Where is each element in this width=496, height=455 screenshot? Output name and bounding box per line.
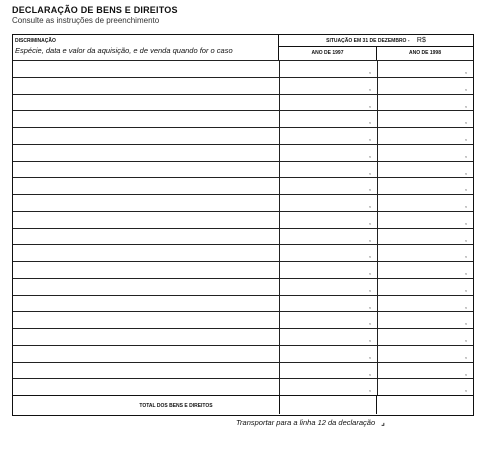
transfer-note-text: Transportar para a linha 12 da declaração [236, 418, 376, 427]
column-divider-2 [377, 60, 378, 395]
decimal-mark-1998: , [465, 386, 467, 394]
decimal-mark-1997: , [369, 336, 371, 343]
decimal-mark-1998: , [465, 101, 467, 109]
decimal-mark-1998: , [465, 151, 467, 159]
table-row[interactable] [13, 144, 473, 145]
decimal-mark-1997: , [369, 135, 371, 142]
table-row[interactable] [13, 228, 473, 229]
table-row[interactable] [13, 127, 473, 128]
decimal-mark-1998: , [465, 285, 467, 293]
table-row[interactable] [13, 194, 473, 195]
decimal-mark-1997: , [369, 168, 371, 176]
table-row[interactable] [13, 244, 473, 245]
situation-header [279, 35, 473, 47]
table-row[interactable] [13, 161, 473, 162]
table-row[interactable] [13, 311, 473, 312]
page-subtitle: Consulte as instruções de preenchimento [12, 16, 160, 25]
table-row[interactable] [13, 261, 473, 262]
year-1998-header: ANO DE 1998 [409, 50, 441, 56]
description-label: DISCRIMINAÇÃO [15, 38, 56, 44]
table-row[interactable] [13, 110, 473, 111]
decimal-mark-1997: , [369, 319, 371, 327]
table-row[interactable] [13, 295, 473, 296]
decimal-mark-1998: , [465, 218, 467, 226]
decimal-mark-1997: , [369, 118, 371, 126]
decimal-mark-1997: , [369, 185, 371, 193]
total-1997-field[interactable] [279, 396, 377, 414]
decimal-mark-1997: , [369, 218, 371, 226]
decimal-mark-1997: , [369, 84, 371, 92]
table-row[interactable] [13, 328, 473, 329]
description-instructions: Espécie, data e valor da aquisição, e de venda quando for o caso [15, 46, 233, 55]
total-row [13, 395, 473, 415]
currency-label: R$ [416, 37, 426, 44]
total-1998-field[interactable] [377, 396, 473, 414]
decimal-mark-1997: , [369, 252, 371, 260]
decimal-mark-1998: , [465, 135, 467, 142]
decimal-mark-1998: , [465, 84, 467, 92]
decimal-mark-1997: , [369, 235, 371, 243]
decimal-mark-1998: , [465, 68, 467, 75]
decimal-mark-1997: , [369, 202, 371, 209]
page-title: DECLARAÇÃO DE BENS E DIREITOS [12, 5, 178, 15]
decimal-mark-1997: , [369, 68, 371, 75]
table-row[interactable] [13, 177, 473, 178]
transfer-note [236, 418, 385, 427]
decimal-mark-1997: , [369, 101, 371, 109]
decimal-mark-1998: , [465, 235, 467, 243]
table-row[interactable] [13, 345, 473, 346]
decimal-mark-1997: , [369, 369, 371, 377]
decimal-mark-1997: , [369, 151, 371, 159]
table-row[interactable] [13, 362, 473, 363]
decimal-mark-1998: , [465, 252, 467, 260]
decimal-mark-1997: , [369, 269, 371, 276]
decimal-mark-1998: , [465, 352, 467, 360]
year-1997-header: ANO DE 1997 [279, 47, 377, 60]
decimal-mark-1997: , [369, 352, 371, 360]
table-row[interactable] [13, 60, 473, 61]
assets-table [12, 34, 474, 416]
table-row[interactable] [13, 378, 473, 379]
corner-mark-icon: ⌟ [381, 418, 385, 427]
table-row[interactable] [13, 94, 473, 95]
decimal-mark-1998: , [465, 369, 467, 377]
table-row[interactable] [13, 211, 473, 212]
decimal-mark-1998: , [465, 319, 467, 327]
table-row[interactable] [13, 278, 473, 279]
table-row[interactable] [13, 77, 473, 78]
decimal-mark-1997: , [369, 386, 371, 394]
decimal-mark-1998: , [465, 336, 467, 343]
decimal-mark-1997: , [369, 285, 371, 293]
decimal-mark-1998: , [465, 185, 467, 193]
decimal-mark-1998: , [465, 202, 467, 209]
total-label: TOTAL DOS BENS E DIREITOS [139, 403, 213, 409]
decimal-mark-1998: , [465, 302, 467, 310]
decimal-mark-1997: , [369, 302, 371, 310]
decimal-mark-1998: , [465, 168, 467, 176]
decimal-mark-1998: , [465, 269, 467, 276]
decimal-mark-1998: , [465, 118, 467, 126]
column-divider-1 [279, 60, 280, 395]
description-header [13, 35, 279, 60]
situation-label: SITUAÇÃO EM 31 DE DEZEMBRO - [326, 38, 410, 44]
